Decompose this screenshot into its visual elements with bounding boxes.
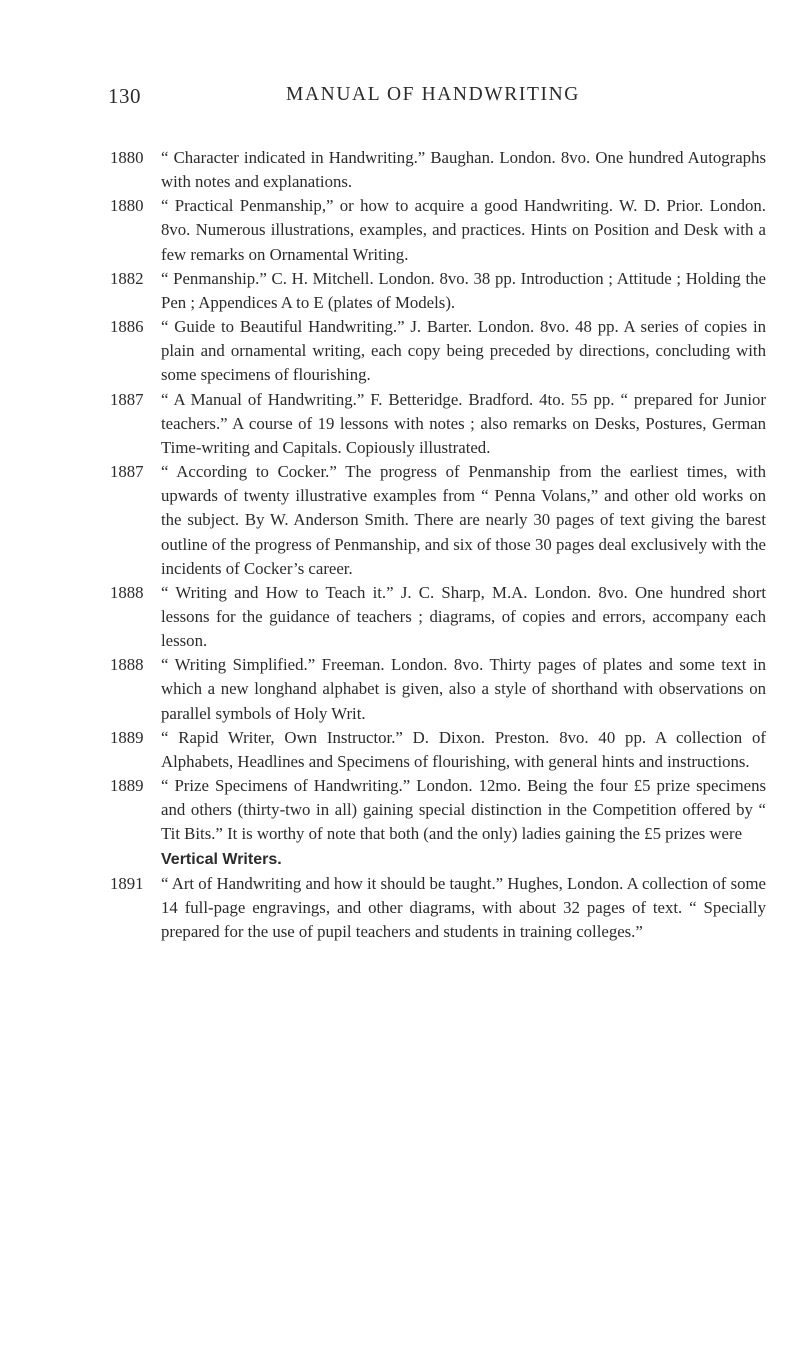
bibliography-entry	[110, 581, 766, 653]
entry-year: 1889	[110, 776, 144, 796]
entry-year: 1887	[110, 389, 144, 409]
bibliography-entry	[110, 460, 766, 581]
entry-text: “ Practical Penmanship,” or how to acquire a good Handwriting. W. D. Prior. London. 8vo. Numerous illustrations, examples, and practices. Hints on Position and Desk with a few remarks on Ornamental Writing.	[161, 196, 766, 264]
running-head: MANUAL OF HANDWRITING	[286, 84, 580, 105]
bibliography-entry	[110, 194, 766, 266]
bibliography-list	[110, 146, 766, 944]
bibliography-entry	[110, 872, 766, 944]
entry-year: 1886	[110, 317, 144, 337]
bibliography-entry	[110, 388, 766, 460]
entry-year: 1891	[110, 873, 144, 893]
entry-year: 1888	[110, 582, 144, 602]
entry-text: “ Writing and How to Teach it.” J. C. Sharp, M.A. London. 8vo. One hundred short lessons for the guidance of teachers ; diagrams, of copies and errors, accompany each lesson.	[161, 582, 766, 651]
bibliography-entry	[110, 774, 766, 872]
entry-text: “ Character indicated in Handwriting.” Baughan. London. 8vo. One hundred Autographs with notes and explanations.	[161, 148, 766, 192]
entry-text: “ Rapid Writer, Own Instructor.” D. Dixon. Preston. 8vo. 40 pp. A collection of Alphabets, Headlines and Specimens of flourishing, with general hints and instructions.	[161, 727, 766, 771]
entry-text: “ A Manual of Handwriting.” F. Betteridge. Bradford. 4to. 55 pp. “ prepared for Junior teachers.” A course of 19 lessons with notes ; also remarks on Desks, Postures, German Time-writing and Capitals. Copiously illustrated.	[161, 389, 766, 457]
entry-year: 1889	[110, 727, 144, 747]
section-heading: Vertical Writers.	[161, 850, 282, 868]
bibliography-entry	[110, 267, 766, 315]
entry-year: 1880	[110, 196, 144, 216]
entry-year: 1880	[110, 148, 144, 167]
entry-text: “ Art of Handwriting and how it should be taught.” Hughes, London. A collection of some 14 full-page engravings, and other diagrams, with about 32 pages of text. “ Specially prepared for the use of pupil teachers and students in training colleges.”	[161, 873, 766, 941]
entry-text: “ Writing Simplified.” Freeman. London. 8vo. Thirty pages of plates and some text in which a new longhand alphabet is given, also a style of shorthand with observations on parallel symbols of Holy Writ.	[161, 655, 766, 723]
page-header	[108, 84, 758, 114]
page-number: 130	[108, 84, 141, 108]
bibliography-entry	[110, 726, 766, 774]
entry-year: 1882	[110, 268, 144, 288]
entry-text: “ Prize Specimens of Handwriting.” London. 12mo. Being the four £5 prize specimens and others (thirty-two in all) gaining special distinction in the Competition offered by “ Tit Bits.” It is worthy of note that both (and the only) ladies gaining the £5 prizes were	[161, 776, 766, 844]
bibliography-entry	[110, 653, 766, 725]
entry-year: 1887	[110, 462, 144, 482]
bibliography-entry	[110, 315, 766, 387]
bibliography-entry	[110, 146, 766, 194]
entry-year: 1888	[110, 655, 144, 675]
entry-text: “ Penmanship.” C. H. Mitchell. London. 8vo. 38 pp. Introduction ; Attitude ; Holding the Pen ; Appendices A to E (plates of Models).	[161, 268, 766, 312]
entry-text: “ Guide to Beautiful Handwriting.” J. Barter. London. 8vo. 48 pp. A series of copies in plain and ornamental writing, each copy being preceded by directions, concluding with some specimens of flourishing.	[161, 317, 766, 385]
entry-text: “ According to Cocker.” The progress of Penmanship from the earliest times, with upwards of twenty illustrative examples from “ Penna Volans,” and other old works on the subject. By W. Anderson Smith. There are nearly 30 pages of text giving the barest outline of the progress of Penmanship, and six of those 30 pages deal exclusively with the incidents of Cocker’s career.	[161, 462, 766, 578]
